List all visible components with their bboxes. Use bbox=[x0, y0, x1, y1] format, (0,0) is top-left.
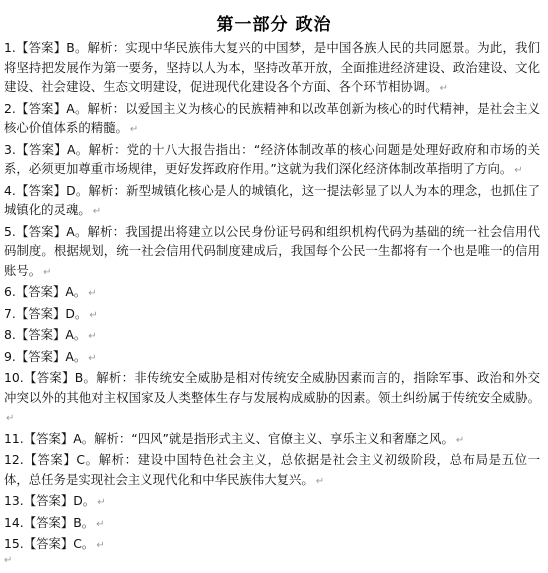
paragraph-mark-icon: ↵ bbox=[129, 124, 139, 135]
answer-item-6 bbox=[4, 282, 540, 304]
answer-item-2 bbox=[4, 99, 540, 140]
answer-text: 9.【答案】A。 bbox=[4, 348, 87, 364]
paragraph-mark-icon: ↵ bbox=[514, 165, 523, 176]
paragraph-mark-icon: ↵ bbox=[43, 266, 52, 278]
paragraph-mark-icon: ↵ bbox=[97, 497, 106, 508]
answer-item-9 bbox=[4, 347, 540, 369]
answer-text: 12.【答案】C。解析：建设中国特色社会主义，总依据是社会主义初级阶段，总布局是五位一体，总任务是实现社会主义现代化和中华民族伟大复兴。 bbox=[4, 452, 540, 487]
answer-text: 7.【答案】D。 bbox=[4, 305, 88, 321]
paragraph-mark-icon: ↵ bbox=[88, 352, 97, 364]
answer-item-4 bbox=[4, 181, 540, 222]
paragraph-mark-icon: ↵ bbox=[96, 540, 105, 551]
answer-item-13 bbox=[4, 491, 540, 513]
answer-item-3 bbox=[4, 140, 540, 181]
answer-item-7 bbox=[4, 304, 540, 326]
answer-list bbox=[4, 38, 540, 556]
answer-text: 2.【答案】A。解析：以爱国主义为核心的民族精神和以改革创新为核心的时代精神，是社会主义核心价值体系的精髓。 bbox=[4, 100, 540, 135]
answer-text: 5.【答案】A。解析：我国提出将建立以公民身份证号码和组织机构代码为基础的统一社会信用代码制度。根据规划，统一社会信用代码制度建成后，我国每个公民一生都将有一个也是唯一的信用账号。 bbox=[4, 223, 540, 278]
answer-text: 13.【答案】D。 bbox=[4, 493, 96, 508]
answer-text: 15.【答案】C。 bbox=[4, 536, 95, 551]
paragraph-mark-icon: ↵ bbox=[96, 518, 105, 530]
answer-text: 8.【答案】A。 bbox=[4, 327, 87, 342]
answer-text: 3.【答案】A。解析：党的十八大报告指出：“经济体制改革的核心问题是处理好政府和市场的关系，必须更加尊重市场规律，更好发挥政府作用。”这就为我们深化经济体制改革指明了方向。 bbox=[4, 141, 540, 176]
answer-item-1 bbox=[4, 38, 540, 99]
answer-item-12 bbox=[4, 450, 540, 491]
paragraph-mark-icon: ↵ bbox=[92, 206, 102, 217]
answer-text: 10.【答案】B。解析：非传统安全威胁是相对传统安全威胁因素而言的，指除军事、政治和外交冲突以外的其他对主权国家及人类整体生存与发展构成威胁的因素。领土纠纷属于传统安全威胁。 bbox=[4, 370, 540, 405]
paragraph-mark-icon: ↵ bbox=[315, 475, 325, 487]
paragraph-mark-icon: ↵ bbox=[6, 413, 15, 424]
paragraph-mark-icon: ↵ bbox=[4, 555, 13, 566]
paragraph-mark-icon: ↵ bbox=[88, 288, 97, 299]
paragraph-mark-icon: ↵ bbox=[439, 83, 449, 94]
answer-item-5 bbox=[4, 222, 540, 283]
answer-text: 4.【答案】D。解析：新型城镇化核心是人的城镇化，这一提法彰显了以人为本的理念，也抓住了城镇化的灵魂。 bbox=[4, 182, 540, 217]
answer-item-10 bbox=[4, 368, 540, 429]
answer-text: 6.【答案】A。 bbox=[4, 284, 87, 299]
answer-item-15 bbox=[4, 534, 540, 556]
paragraph-mark-icon: ↵ bbox=[89, 309, 98, 321]
answer-item-8 bbox=[4, 325, 540, 347]
answer-text: 1.【答案】B。解析：实现中华民族伟大复兴的中国梦，是中国各族人民的共同愿景。为此，我们将坚持把发展作为第一要务，坚持以人为本，坚持改革开放，全面推进经济建设、政治建设、文化建设、社会建设、生态文明建设，促进现代化建设各个方面、各个环节相协调。 bbox=[4, 40, 540, 94]
answer-text: 11.【答案】A。解析：“四风”就是指形式主义、官僚主义、享乐主义和奢靡之风。 bbox=[4, 430, 454, 446]
answer-item-11 bbox=[4, 429, 540, 451]
paragraph-mark-icon: ↵ bbox=[88, 331, 97, 342]
page-title: 第一部分 政治 bbox=[216, 15, 332, 35]
answer-item-14 bbox=[4, 513, 540, 535]
paragraph-mark-icon: ↵ bbox=[455, 434, 465, 446]
answer-text: 14.【答案】B。 bbox=[4, 514, 95, 530]
